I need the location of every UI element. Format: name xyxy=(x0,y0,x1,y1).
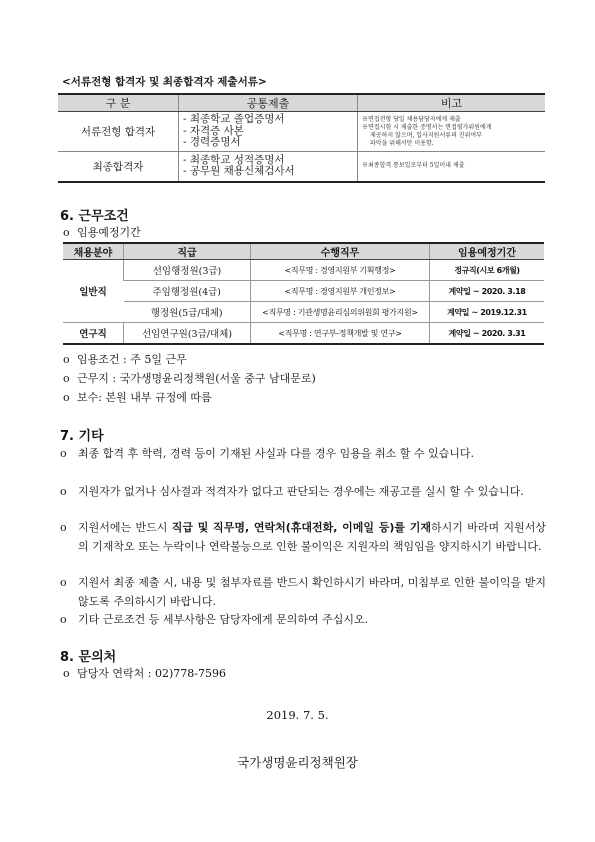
header-period: 임용예정기간 xyxy=(430,243,545,260)
field-general: 일반직 xyxy=(63,260,124,323)
notice-item xyxy=(60,482,546,501)
period-cell: 계약일 ~ 2020. 3.31 xyxy=(430,323,545,345)
section-7-title: 7. 기타 xyxy=(60,429,104,444)
note-line: ※면접전형 당일 채용담당자에게 제출 xyxy=(362,115,461,123)
doc-item: - 최종학교 성적증명서 xyxy=(183,153,285,166)
section-6-title: 6. 근무조건 xyxy=(60,209,129,224)
header-common-docs: 공통제출 xyxy=(179,94,358,112)
doc-item: - 경력증명서 xyxy=(183,136,241,149)
notice-item xyxy=(60,518,546,556)
doc-item: - 자격증 사본 xyxy=(183,124,244,137)
bullet-mark: o xyxy=(60,576,67,589)
table-row xyxy=(63,260,544,281)
row-category: 최종합격자 xyxy=(58,152,179,182)
notice-item xyxy=(60,610,546,629)
table-header-row xyxy=(63,243,544,260)
notice-text: 지원자가 없거나 심사결과 적격자가 없다고 판단되는 경우에는 재공고를 실시 할 수 있습니다. xyxy=(78,485,524,498)
notice-text-post: 하시기 바라며 지원서상의 기재착오 또는 누락이나 연락불능으로 인한 불이익은 지원자의 책임임을 양지하시기 바랍니다. xyxy=(78,521,546,553)
section-6-subtitle xyxy=(63,224,141,240)
note-line: 제공하지 않으며, 입사지원서류의 진위여부 xyxy=(370,131,482,139)
document-subtitle: <서류전형 합격자 및 최종합격자 제출서류> xyxy=(62,76,267,88)
note-line: ※면접시험 시 제출한 증명서는 면접평가위원에게 xyxy=(362,123,492,131)
notice-item xyxy=(60,573,546,611)
issuer-signature: 국가생명윤리정책원장 xyxy=(237,755,358,770)
rank-cell: 행정원(5급/대체) xyxy=(124,302,251,323)
table-row xyxy=(63,323,544,345)
notice-text: 최종 합격 후 학력, 경력 등이 기재된 사실과 다를 경우 임용을 취소 할 수 있습니다. xyxy=(78,447,474,460)
bullet-mark: o xyxy=(63,226,70,239)
notice-text: 기타 근로조건 등 세부사항은 담당자에게 문의하여 주십시오. xyxy=(78,613,369,626)
header-duty: 수행직무 xyxy=(251,243,430,260)
bullet-text: 임용조건 : 주 5일 근무 xyxy=(77,353,187,366)
header-category: 구 분 xyxy=(58,94,179,112)
bullet-text: 임용예정기간 xyxy=(77,226,141,239)
table-row xyxy=(58,152,545,182)
section-8-title: 8. 문의처 xyxy=(60,650,117,665)
header-rank: 직급 xyxy=(124,243,251,260)
document-date: 2019. 7. 5. xyxy=(266,708,329,722)
note-line: ※최종합격 통보일로부터 5일이내 제출 xyxy=(362,162,465,170)
submission-docs-table xyxy=(58,93,545,183)
bullet-mark: o xyxy=(63,353,70,366)
table-row xyxy=(63,281,544,302)
duty-cell: <직무명 : 기관생명윤리심의위원회 평가지원> xyxy=(251,302,430,323)
header-field: 채용분야 xyxy=(63,243,124,260)
contact-item xyxy=(63,665,226,681)
bullet-mark: o xyxy=(60,447,67,460)
doc-item: - 최종학교 졸업증명서 xyxy=(183,113,285,126)
work-condition-item xyxy=(63,389,212,405)
period-cell: 정규직(시보 6개월) xyxy=(430,260,545,281)
bullet-text: 근무지 : 국가생명윤리정책원(서울 중구 남대문로) xyxy=(77,372,316,385)
work-condition-item xyxy=(63,370,316,386)
note-line: 파악을 위해서만 이용함. xyxy=(370,139,434,147)
bullet-mark: o xyxy=(60,613,67,626)
period-cell: 계약일 ~ 2019.12.31 xyxy=(430,302,545,323)
field-research: 연구직 xyxy=(63,323,124,345)
rank-cell: 선임연구원(3급/대체) xyxy=(124,323,251,345)
period-cell: 계약일 ~ 2020. 3.18 xyxy=(430,281,545,302)
bullet-mark: o xyxy=(60,521,67,534)
table-header-row xyxy=(58,94,545,112)
duty-cell: <직무명 : 경영지원부 기획행정> xyxy=(251,260,430,281)
bullet-mark: o xyxy=(63,372,70,385)
rank-cell: 주임행정원(4급) xyxy=(124,281,251,302)
notice-text-pre: 지원서에는 반드시 xyxy=(78,521,172,534)
row-notes xyxy=(358,152,546,182)
notice-text xyxy=(78,518,546,556)
employment-table xyxy=(63,242,544,345)
notice-text-emphasis: 직급 및 직무명, 연락처(휴대전화, 이메일 등)를 기재 xyxy=(171,521,431,534)
table-row xyxy=(58,112,545,152)
header-remarks: 비고 xyxy=(358,94,546,112)
contact-text: 담당자 연락처 : 02)778-7596 xyxy=(77,667,226,680)
bullet-mark: o xyxy=(63,391,70,404)
notice-text: 지원서 최종 제출 시, 내용 및 첨부자료를 반드시 확인하시기 바라며, 미침부로 인한 불이익을 받지 않도록 주의하시기 바랍니다. xyxy=(78,576,546,608)
doc-item: - 공무원 채용신체검사서 xyxy=(183,165,295,178)
row-category: 서류전형 합격자 xyxy=(58,112,179,152)
bullet-text: 보수: 본원 내부 규정에 따름 xyxy=(77,391,212,404)
bullet-mark: o xyxy=(63,667,70,680)
table-row xyxy=(63,302,544,323)
duty-cell: <직무명 : 연구부-정책개발 및 연구> xyxy=(251,323,430,345)
work-condition-item xyxy=(63,351,187,367)
row-docs xyxy=(179,112,358,152)
notice-item xyxy=(60,444,546,463)
row-docs xyxy=(179,152,358,182)
bullet-mark: o xyxy=(60,485,67,498)
duty-cell: <직무명 : 경영지원부 개인정보> xyxy=(251,281,430,302)
rank-cell: 선임행정원(3급) xyxy=(124,260,251,281)
row-notes xyxy=(358,112,546,152)
